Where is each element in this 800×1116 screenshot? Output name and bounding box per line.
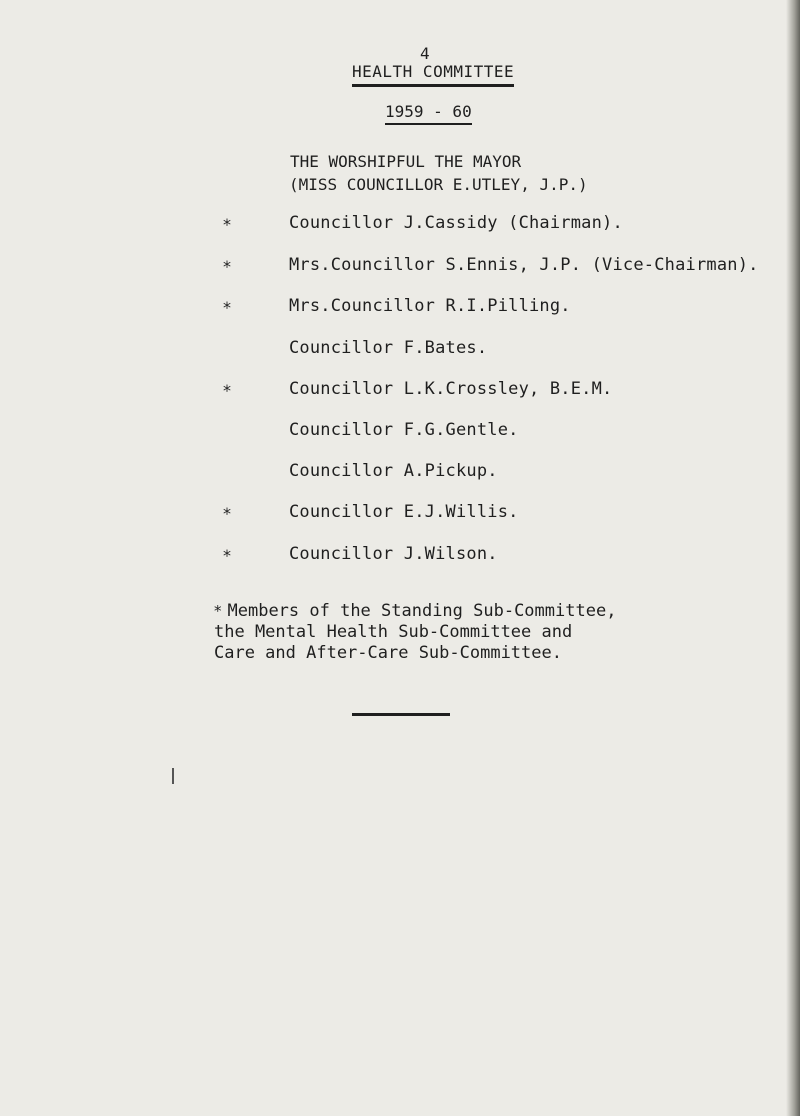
footnote-line-2: the Mental Health Sub-Committee and — [214, 622, 573, 642]
member-star-icon: * — [223, 381, 231, 400]
margin-mark — [172, 768, 174, 784]
member-item: Mrs.Councillor S.Ennis, J.P. (Vice-Chairman). — [289, 255, 759, 275]
footnote-star-icon: * — [214, 602, 222, 620]
footnote-line-3: Care and After-Care Sub-Committee. — [214, 643, 562, 663]
member-item: Councillor F.Bates. — [289, 338, 488, 358]
member-item: Councillor E.J.Willis. — [289, 502, 519, 522]
member-star-icon: * — [223, 257, 231, 276]
session-year: 1959 - 60 — [385, 102, 472, 125]
member-item: Councillor A.Pickup. — [289, 461, 498, 481]
mayor-name: (MISS COUNCILLOR E.UTLEY, J.P.) — [289, 175, 588, 194]
member-star-icon: * — [223, 298, 231, 317]
member-item: Councillor F.G.Gentle. — [289, 420, 519, 440]
footnote-line-1: Members of the Standing Sub-Committee, — [227, 601, 617, 621]
page-edge-shadow — [786, 0, 800, 1116]
page-number: 4 — [420, 44, 430, 63]
member-item: Councillor J.Wilson. — [289, 544, 498, 564]
footnote — [214, 601, 616, 664]
member-item: Councillor J.Cassidy (Chairman). — [289, 213, 623, 233]
member-star-icon: * — [223, 504, 231, 523]
divider-rule — [352, 713, 450, 716]
member-star-icon: * — [223, 546, 231, 565]
member-star-icon: * — [223, 215, 231, 234]
mayor-title: THE WORSHIPFUL THE MAYOR — [290, 152, 522, 171]
member-item: Mrs.Councillor R.I.Pilling. — [289, 296, 571, 316]
member-item: Councillor L.K.Crossley, B.E.M. — [289, 379, 613, 399]
page-title: HEALTH COMMITTEE — [352, 62, 514, 87]
